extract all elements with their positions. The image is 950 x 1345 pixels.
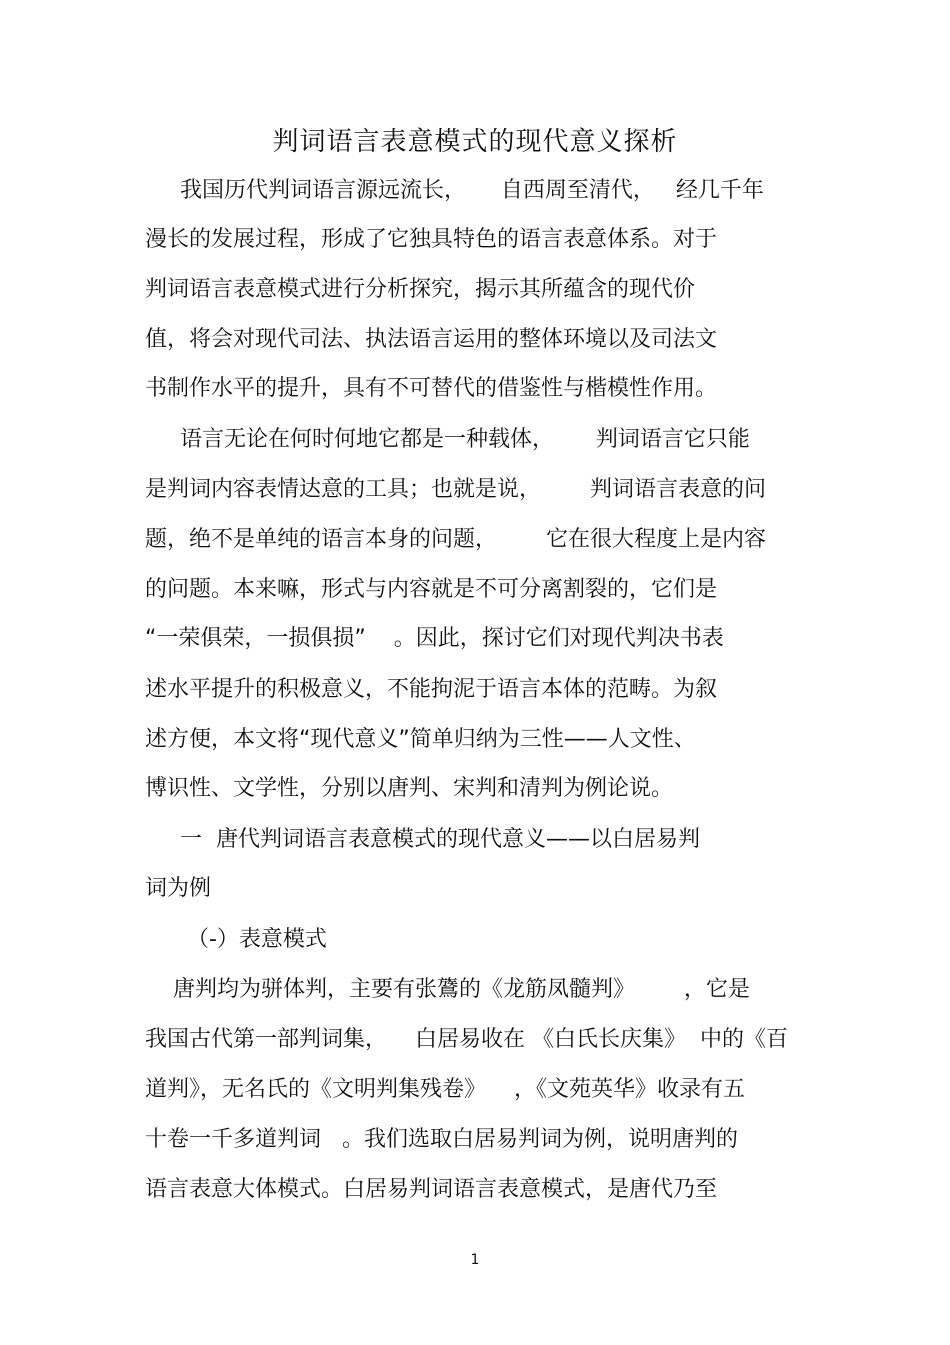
page-number: 1 <box>470 1252 480 1268</box>
body-line: 十卷一千多道判词 。我们选取白居易判词为例，说明唐判的 <box>145 1127 738 1152</box>
subsection-heading: （-）表意模式 <box>145 927 327 952</box>
body-line: 漫长的发展过程，形成了它独具特色的语言表意体系。对于 <box>145 227 718 252</box>
body-line: “一荣俱荣，一损俱损” 。因此，探讨它们对现代判决书表 <box>145 626 724 651</box>
body-line: 书制作水平的提升，具有不可替代的借鉴性与楷模性作用。 <box>145 376 718 401</box>
body-line: 题，绝不是单纯的语言本身的问题， 它在很大程度上是内容 <box>145 527 766 552</box>
body-line: 我国古代第一部判词集， 白居易收在 《白氏长庆集》 中的《百 <box>145 1027 788 1052</box>
section-heading-line: 一 唐代判词语言表意模式的现代意义——以白居易判 <box>145 827 700 852</box>
body-line: 的问题。本来嘛，形式与内容就是不可分离割裂的，它们是 <box>145 577 718 602</box>
body-line: 道判》，无名氏的《文明判集残卷》 ，《文苑英华》收录有五 <box>145 1077 745 1102</box>
body-line: 我国历代判词语言源远流长， 自西周至清代， 经几千年 <box>145 178 764 203</box>
document-title: 判词语言表意模式的现代意义探析 <box>272 127 678 157</box>
section-heading-line: 词为例 <box>145 876 212 901</box>
body-line: 语言无论在何时何地它都是一种载体， 判词语言它只能 <box>145 427 750 452</box>
body-line: 唐判均为骈体判，主要有张鷟的《龙筋凤髓判》 ，它是 <box>145 977 750 1002</box>
body-line: 值，将会对现代司法、执法语言运用的整体环境以及司法文 <box>145 327 718 352</box>
body-line: 博识性、文学性，分别以唐判、宋判和清判为例论说。 <box>145 776 674 801</box>
body-line: 判词语言表意模式进行分析探究，揭示其所蕴含的现代价 <box>145 277 696 302</box>
body-line: 是判词内容表情达意的工具；也就是说， 判词语言表意的问 <box>145 477 766 502</box>
body-line: 述水平提升的积极意义，不能拘泥于语言本体的范畴。为叙 <box>145 677 718 702</box>
body-line: 语言表意大体模式。白居易判词语言表意模式，是唐代乃至 <box>145 1177 718 1202</box>
body-line: 述方便，本文将“现代意义”简单归纳为三性——人文性、 <box>145 727 696 752</box>
